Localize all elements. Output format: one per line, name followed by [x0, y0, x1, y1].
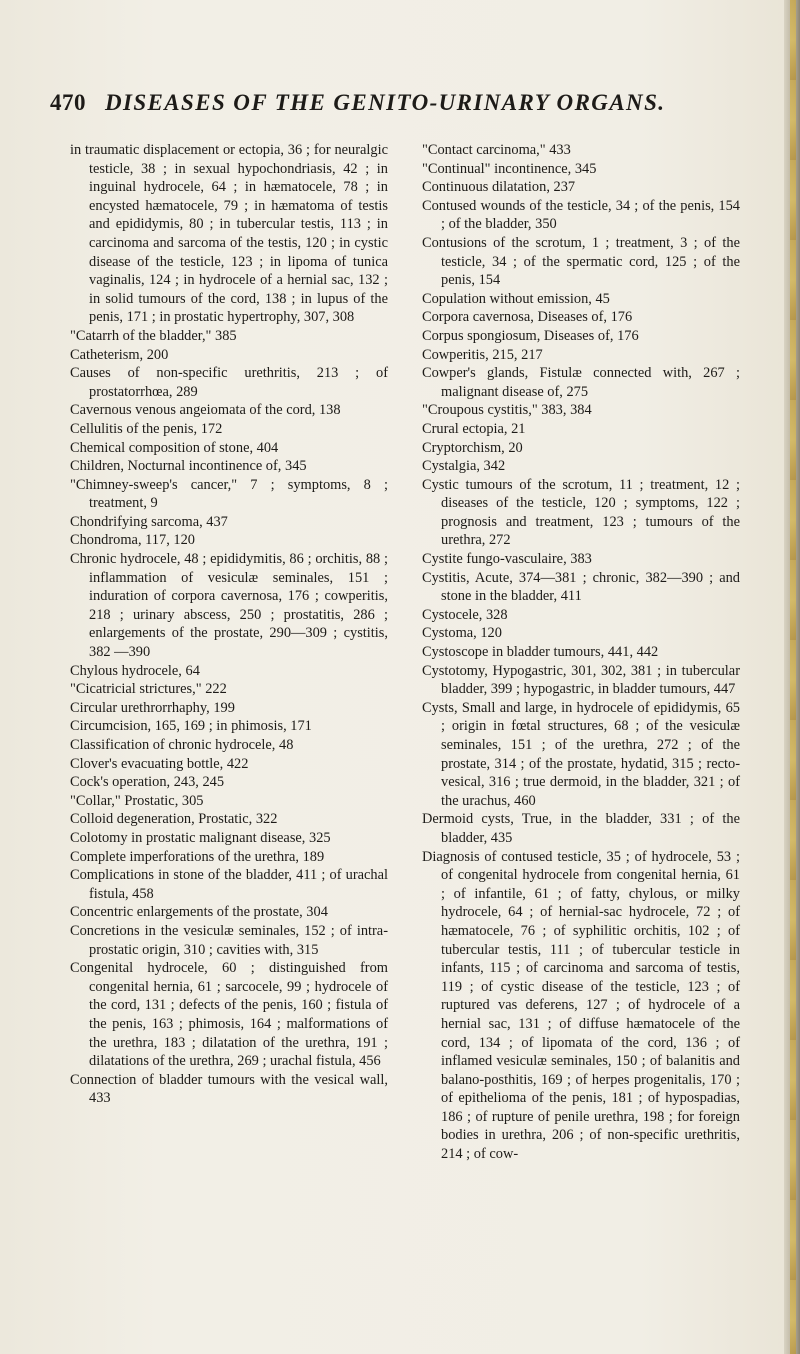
index-entry: Corpus spongiosum, Diseases of, 176: [422, 327, 639, 344]
index-entry: Concentric enlargements of the prostate, 304: [70, 904, 328, 921]
index-entry: Cryptorchism, 20: [422, 439, 523, 456]
index-entry: Congenital hydrocele, 60 ; distinguished from congenital hernia, 61 ; sarcocele, 99 ; hydrocele of the cord, 131 ; defects of the penis, 160 ; fistula of the penis, 163 ; phimosis, 164 ; malformations of the urethra, 183 ; dilatation of the urethra, 191 ; dilatations of the urethra, 269 ; urachal fistula, 456: [70, 960, 388, 1070]
index-entry: Complications in stone of the bladder, 411 ; of urachal fistula, 458: [70, 867, 388, 902]
index-entry: "Catarrh of the bladder," 385: [70, 327, 237, 344]
index-entry: "Continual" incontinence, 345: [422, 160, 597, 177]
index-entry: Cavernous venous angeiomata of the cord, 138: [70, 402, 341, 419]
index-entry: Complete imperforations of the urethra, 189: [70, 848, 325, 865]
index-entry: Connection of bladder tumours with the vesical wall, 433: [70, 1071, 388, 1107]
index-entry: Cystotomy, Hypogastric, 301, 302, 381 ; in tubercular bladder, 399 ; hypogastric, in bladder tumours, 447: [422, 662, 740, 698]
index-entry: Chylous hydrocele, 64: [70, 662, 200, 679]
index-entry: Clover's evacuating bottle, 422: [70, 755, 249, 772]
index-entry: Classification of chronic hydrocele, 48: [70, 737, 294, 753]
index-entry: Copulation without emission, 45: [422, 290, 610, 307]
index-entry: Catheterism, 200: [70, 346, 169, 363]
index-entry: "Croupous cystitis," 383, 384: [422, 402, 592, 419]
index-entry: Cystoma, 120: [422, 625, 502, 642]
index-entry: Circular urethrorrhaphy, 199: [70, 699, 235, 716]
index-entry: Contused wounds of the testicle, 34 ; of the penis, 154 ; of the bladder, 350: [422, 197, 740, 233]
index-entry: Circumcision, 165, 169 ; in phimosis, 171: [70, 718, 312, 735]
index-entry: Contusions of the scrotum, 1 ; treatment, 3 ; of the testicle, 34 ; of the spermatic cord, 125 ; of the penis, 154: [422, 234, 740, 289]
index-entry: Cellulitis of the penis, 172: [70, 420, 223, 437]
index-entry: Causes of non-specific urethritis, 213 ; of prostatorrhœa, 289: [70, 365, 388, 400]
index-entry: Chondrifying sarcoma, 437: [70, 513, 228, 530]
index-entry: Chemical composition of stone, 404: [70, 439, 279, 456]
index-entry: Colotomy in prostatic malignant disease, 325: [70, 829, 331, 846]
index-entry: Cysts, Small and large, in hydrocele of epididymis, 65 ; origin in fœtal structures, 68 ; of the vesiculæ seminales, 151 ; of the urethra, 272 ; of the prostate, 314 ; of the prostate, hydatid, 315 ; recto-vesical, 316 ; true dermoid, in the bladder, 321 ; of the urachus, 460: [422, 699, 740, 809]
index-entry: in traumatic displacement or ectopia, 36 ; for neuralgic testicle, 38 ; in sexual hypochondriasis, 42 ; in inguinal hydrocele, 64 ; in hæmatocele, 78 ; in encysted hæmatocele, 79 ; in hæmatoma of testis and epididymis, 80 ; in tubercular testis, 113 ; in carcinoma and sarcoma of the testis, 120 ; in cystic disease of the testicle, 123 ; in lipoma of tunica vaginalis, 124 ; in hydrocele of a hernial sac, 132 ; in solid tumours of the cord, 138 ; in lupus of the penis, 171 ; in prostatic hypertrophy, 307, 308: [70, 142, 388, 326]
index-entry: Cock's operation, 243, 245: [70, 774, 225, 791]
index-entry: Diagnosis of contused testicle, 35 ; of hydrocele, 53 ; of congenital hydrocele from congenital hernia, 61 ; of infantile, 61 ; of fatty, chylous, or milky hydrocele, 64 ; of hernial-sac hydrocele, 72 ; of hæmatocele, 76 ; of syphilitic orchitis, 102 ; of tubercular testis, 111 ; of tubercular testicle in infants, 115 ; of carcinoma and sarcoma of testis, 119 ; of cystic disease of the testicle, 123 ; of ruptured vas deferens, 127 ; of hydrocele of a hernial sac, 131 ; of diffuse hæmatocele of the cord, 134 ; of lipomata of the cord, 136 ; of inflamed vesiculæ seminales, 150 ; of balanitis and balano-posthitis, 169 ; of herpes progenitalis, 170 ; of epithelioma of the penis, 181 ; of hypospadias, 186 ; of rupture of penile urethra, 198 ; for foreign bodies in urethra, 206 ; of non-specific urethritis, 214 ; of cow-: [422, 848, 740, 1163]
index-entry: "Contact carcinoma," 433: [422, 142, 571, 158]
index-entry: "Chimney-sweep's cancer," 7 ; symptoms, 8 ; treatment, 9: [70, 476, 388, 512]
index-entry: Children, Nocturnal incontinence of, 345: [70, 458, 307, 475]
index-entry: Concretions in the vesiculæ seminales, 152 ; of intra-prostatic origin, 310 ; cavities with, 315: [70, 922, 388, 958]
index-entry: Cowper's glands, Fistulæ connected with, 267 ; malignant disease of, 275: [422, 365, 740, 400]
gilt-edge: [790, 0, 796, 1354]
index-entry: Cowperitis, 215, 217: [422, 346, 543, 363]
running-title: DISEASES OF THE GENITO-URINARY ORGANS.: [105, 90, 666, 115]
index-entry: Continuous dilatation, 237: [422, 179, 576, 196]
index-column-left: [70, 141, 388, 1108]
index-column-right: [422, 141, 740, 1164]
index-entry: Cystalgia, 342: [422, 458, 506, 475]
index-entry: "Cicatricial strictures," 222: [70, 681, 227, 698]
index-entry: Cystite fungo-vasculaire, 383: [422, 551, 592, 568]
index-entry: Colloid degeneration, Prostatic, 322: [70, 811, 278, 828]
index-entry: Cystitis, Acute, 374—381 ; chronic, 382—390 ; and stone in the bladder, 411: [422, 569, 740, 605]
index-entry: Chronic hydrocele, 48 ; epididymitis, 86 ; orchitis, 88 ; inflammation of vesiculæ seminales, 151 ; induration of corpora cavernosa, 176 ; cowperitis, 218 ; urinary abscess, 250 ; prostatitis, 286 ; enlargements of the prostate, 290—309 ; cystitis, 382 —390: [70, 551, 388, 661]
index-entry: Cystic tumours of the scrotum, 11 ; treatment, 12 ; diseases of the testicle, 120 ; symptoms, 122 ; prognosis and treatment, 123 ; tumours of the urethra, 272: [422, 476, 740, 549]
index-entry: Cystocele, 328: [422, 606, 508, 623]
page-number: 470: [50, 90, 86, 115]
page-header: [50, 90, 750, 118]
index-entry: Cystoscope in bladder tumours, 441, 442: [422, 644, 659, 661]
index-entry: Chondroma, 117, 120: [70, 532, 195, 549]
index-entry: "Collar," Prostatic, 305: [70, 792, 204, 809]
index-entry: Crural ectopia, 21: [422, 420, 526, 437]
index-entry: Corpora cavernosa, Diseases of, 176: [422, 309, 633, 326]
index-entry: Dermoid cysts, True, in the bladder, 331 ; of the bladder, 435: [422, 811, 740, 846]
